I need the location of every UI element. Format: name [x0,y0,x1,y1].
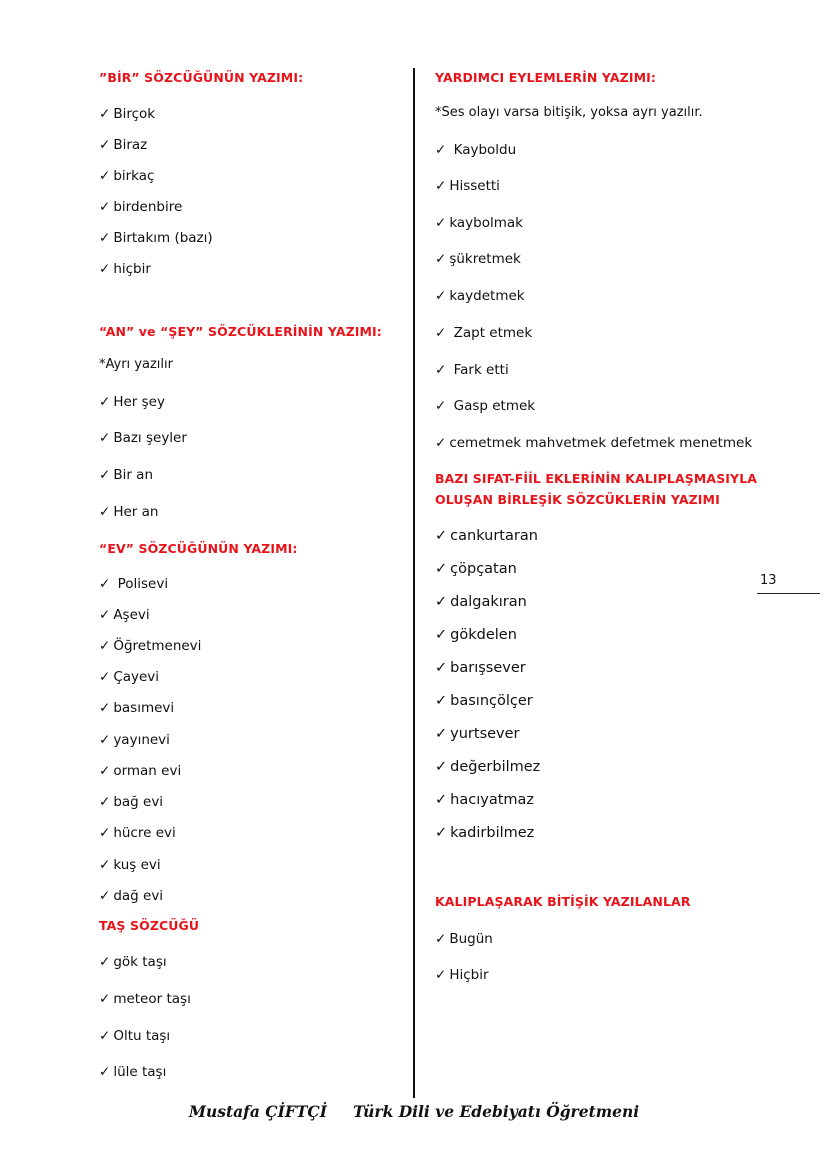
checkmark-icon: ✓ [99,607,111,623]
list-item [435,594,527,610]
list-item-text: Zapt etmek [449,325,533,341]
list-item-text: Çayevi [113,669,160,685]
list-item-text: Birtakım (bazı) [113,230,213,246]
list-item-text: Bir an [113,467,153,483]
checkmark-icon: ✓ [99,794,111,810]
checkmark-icon: ✓ [99,1028,111,1044]
list-item-text: hücre evi [113,825,176,841]
list-item [435,362,509,378]
list-item-text: bağ evi [113,794,164,810]
list-item-text: Polisevi [113,576,169,592]
list-item [99,504,158,520]
footer-role: Türk Dili ve Edebiyatı Öğretmeni [353,1102,640,1121]
checkmark-icon: ✓ [99,857,111,873]
list-item [435,178,500,194]
list-item [435,967,489,983]
checkmark-icon: ✓ [99,732,111,748]
list-item-text: Fark etti [449,362,509,378]
list-item-text: Bugün [449,931,493,947]
list-item [99,430,187,446]
list-item [99,825,176,841]
list-item [435,435,752,451]
list-item [435,693,533,709]
section-title-kaliplasarak: KALIPLAŞARAK BİTİŞİK YAZILANLAR [435,894,691,909]
list-item-text: çöpçatan [450,561,517,577]
checkmark-icon: ✓ [435,660,448,676]
checkmark-icon: ✓ [99,467,111,483]
checkmark-icon: ✓ [99,261,111,277]
checkmark-icon: ✓ [99,888,111,904]
list-item [99,763,181,779]
list-item-text: meteor taşı [113,991,191,1007]
section-title-an-sey: “AN” ve “ŞEY” SÖZCÜKLERİNİN YAZIMI: [99,324,382,339]
checkmark-icon: ✓ [435,215,447,231]
list-item [99,106,155,122]
checkmark-icon: ✓ [99,763,111,779]
list-item-text: değerbilmez [450,759,541,775]
section-note-an-sey: *Ayrı yazılır [99,357,173,372]
checkmark-icon: ✓ [435,362,447,378]
list-item [99,794,163,810]
list-item-text: basınçölçer [450,693,533,709]
list-item-text: lüle taşı [113,1064,167,1080]
checkmark-icon: ✓ [99,230,111,246]
list-item [435,528,538,544]
list-item-text: orman evi [113,763,182,779]
page-number-rule [757,593,820,594]
list-item [99,199,182,215]
section-title-sifat-fiil-line2: OLUŞAN BİRLEŞİK SÖZCÜKLERİN YAZIMI [435,492,720,507]
checkmark-icon: ✓ [99,430,111,446]
checkmark-icon: ✓ [435,142,447,158]
list-item-text: gök taşı [113,954,167,970]
list-item [435,288,525,304]
checkmark-icon: ✓ [435,825,448,841]
list-item [435,325,532,341]
list-item-text: birkaç [113,168,155,184]
list-item-text: basımevi [113,700,175,716]
list-item [435,726,520,742]
list-item-text: Birçok [113,106,156,122]
list-item [435,759,540,775]
checkmark-icon: ✓ [435,398,447,414]
list-item [435,398,535,414]
section-title-ev: “EV” SÖZCÜĞÜNÜN YAZIMI: [99,541,298,556]
checkmark-icon: ✓ [99,954,111,970]
section-title-tas: TAŞ SÖZCÜĞÜ [99,918,200,933]
section-title-yardimci: YARDIMCI EYLEMLERİN YAZIMI: [435,70,656,85]
list-item [99,261,151,277]
checkmark-icon: ✓ [435,693,448,709]
list-item-text: hiçbir [113,261,151,277]
list-item-text: Hissetti [449,178,500,194]
column-divider [413,68,415,1098]
list-item-text: barışsever [450,660,526,676]
section-note-yardimci: *Ses olayı varsa bitişik, yoksa ayrı yazılır. [435,105,703,120]
checkmark-icon: ✓ [99,504,111,520]
list-item [99,576,168,592]
list-item-text: dağ evi [113,888,164,904]
footer-author: Mustafa ÇİFTÇİ [188,1102,328,1121]
list-item [99,230,213,246]
list-item-text: Biraz [113,137,148,153]
list-item-text: Her şey [113,394,165,410]
checkmark-icon: ✓ [435,759,448,775]
checkmark-icon: ✓ [99,669,111,685]
checkmark-icon: ✓ [99,106,111,122]
checkmark-icon: ✓ [435,251,447,267]
checkmark-icon: ✓ [435,627,448,643]
list-item-text: Öğretmenevi [113,638,202,654]
list-item [99,467,153,483]
checkmark-icon: ✓ [435,967,447,983]
list-item-text: dalgakıran [450,594,527,610]
list-item [99,888,163,904]
list-item [435,825,534,841]
list-item [435,627,517,643]
list-item-text: Oltu taşı [113,1028,171,1044]
list-item-text: Her an [113,504,159,520]
list-item [435,215,523,231]
checkmark-icon: ✓ [435,435,447,451]
list-item-text: Gasp etmek [449,398,536,414]
list-item [99,1028,170,1044]
list-item-text: Aşevi [113,607,150,623]
list-item [99,700,174,716]
checkmark-icon: ✓ [435,726,448,742]
checkmark-icon: ✓ [99,576,111,592]
checkmark-icon: ✓ [99,168,111,184]
list-item [99,669,159,685]
checkmark-icon: ✓ [99,991,111,1007]
list-item [99,168,154,184]
checkmark-icon: ✓ [435,594,448,610]
checkmark-icon: ✓ [99,700,111,716]
checkmark-icon: ✓ [435,792,448,808]
checkmark-icon: ✓ [435,178,447,194]
list-item [99,991,191,1007]
list-item [435,792,534,808]
list-item-text: Hiçbir [449,967,489,983]
list-item-text: yurtsever [450,726,520,742]
footer [0,1102,828,1121]
list-item [435,561,517,577]
list-item [99,1064,166,1080]
list-item-text: gökdelen [450,627,517,643]
checkmark-icon: ✓ [435,288,447,304]
checkmark-icon: ✓ [99,638,111,654]
section-title-sifat-fiil-line1: BAZI SIFAT-FİİL EKLERİNİN KALIPLAŞMASIYLA [435,471,758,486]
list-item-text: Kayboldu [449,142,517,158]
section-title-bir: ”BİR” SÖZCÜĞÜNÜN YAZIMI: [99,70,304,85]
checkmark-icon: ✓ [99,1064,111,1080]
list-item-text: Bazı şeyler [113,430,187,446]
list-item-text: yayınevi [113,732,170,748]
list-item [99,857,161,873]
list-item [435,931,493,947]
checkmark-icon: ✓ [435,325,447,341]
checkmark-icon: ✓ [99,394,111,410]
checkmark-icon: ✓ [435,528,448,544]
list-item [99,394,165,410]
list-item [435,251,521,267]
checkmark-icon: ✓ [99,137,111,153]
list-item [99,137,147,153]
checkmark-icon: ✓ [435,561,448,577]
list-item [99,638,201,654]
checkmark-icon: ✓ [435,931,447,947]
list-item [99,607,150,623]
checkmark-icon: ✓ [99,825,111,841]
list-item-text: kadirbilmez [450,825,535,841]
checkmark-icon: ✓ [99,199,111,215]
list-item-text: kaydetmek [449,288,525,304]
list-item [435,660,526,676]
list-item-text: kuş evi [113,857,161,873]
list-item-text: hacıyatmaz [450,792,535,808]
list-item-text: cemetmek mahvetmek defetmek menetmek [449,435,753,451]
list-item-text: kaybolmak [449,215,523,231]
list-item [99,954,167,970]
list-item-text: birdenbire [113,199,183,215]
page-number: 13 [760,573,777,588]
list-item [435,142,516,158]
list-item-text: cankurtaran [450,528,538,544]
list-item-text: şükretmek [449,251,521,267]
list-item [99,732,170,748]
